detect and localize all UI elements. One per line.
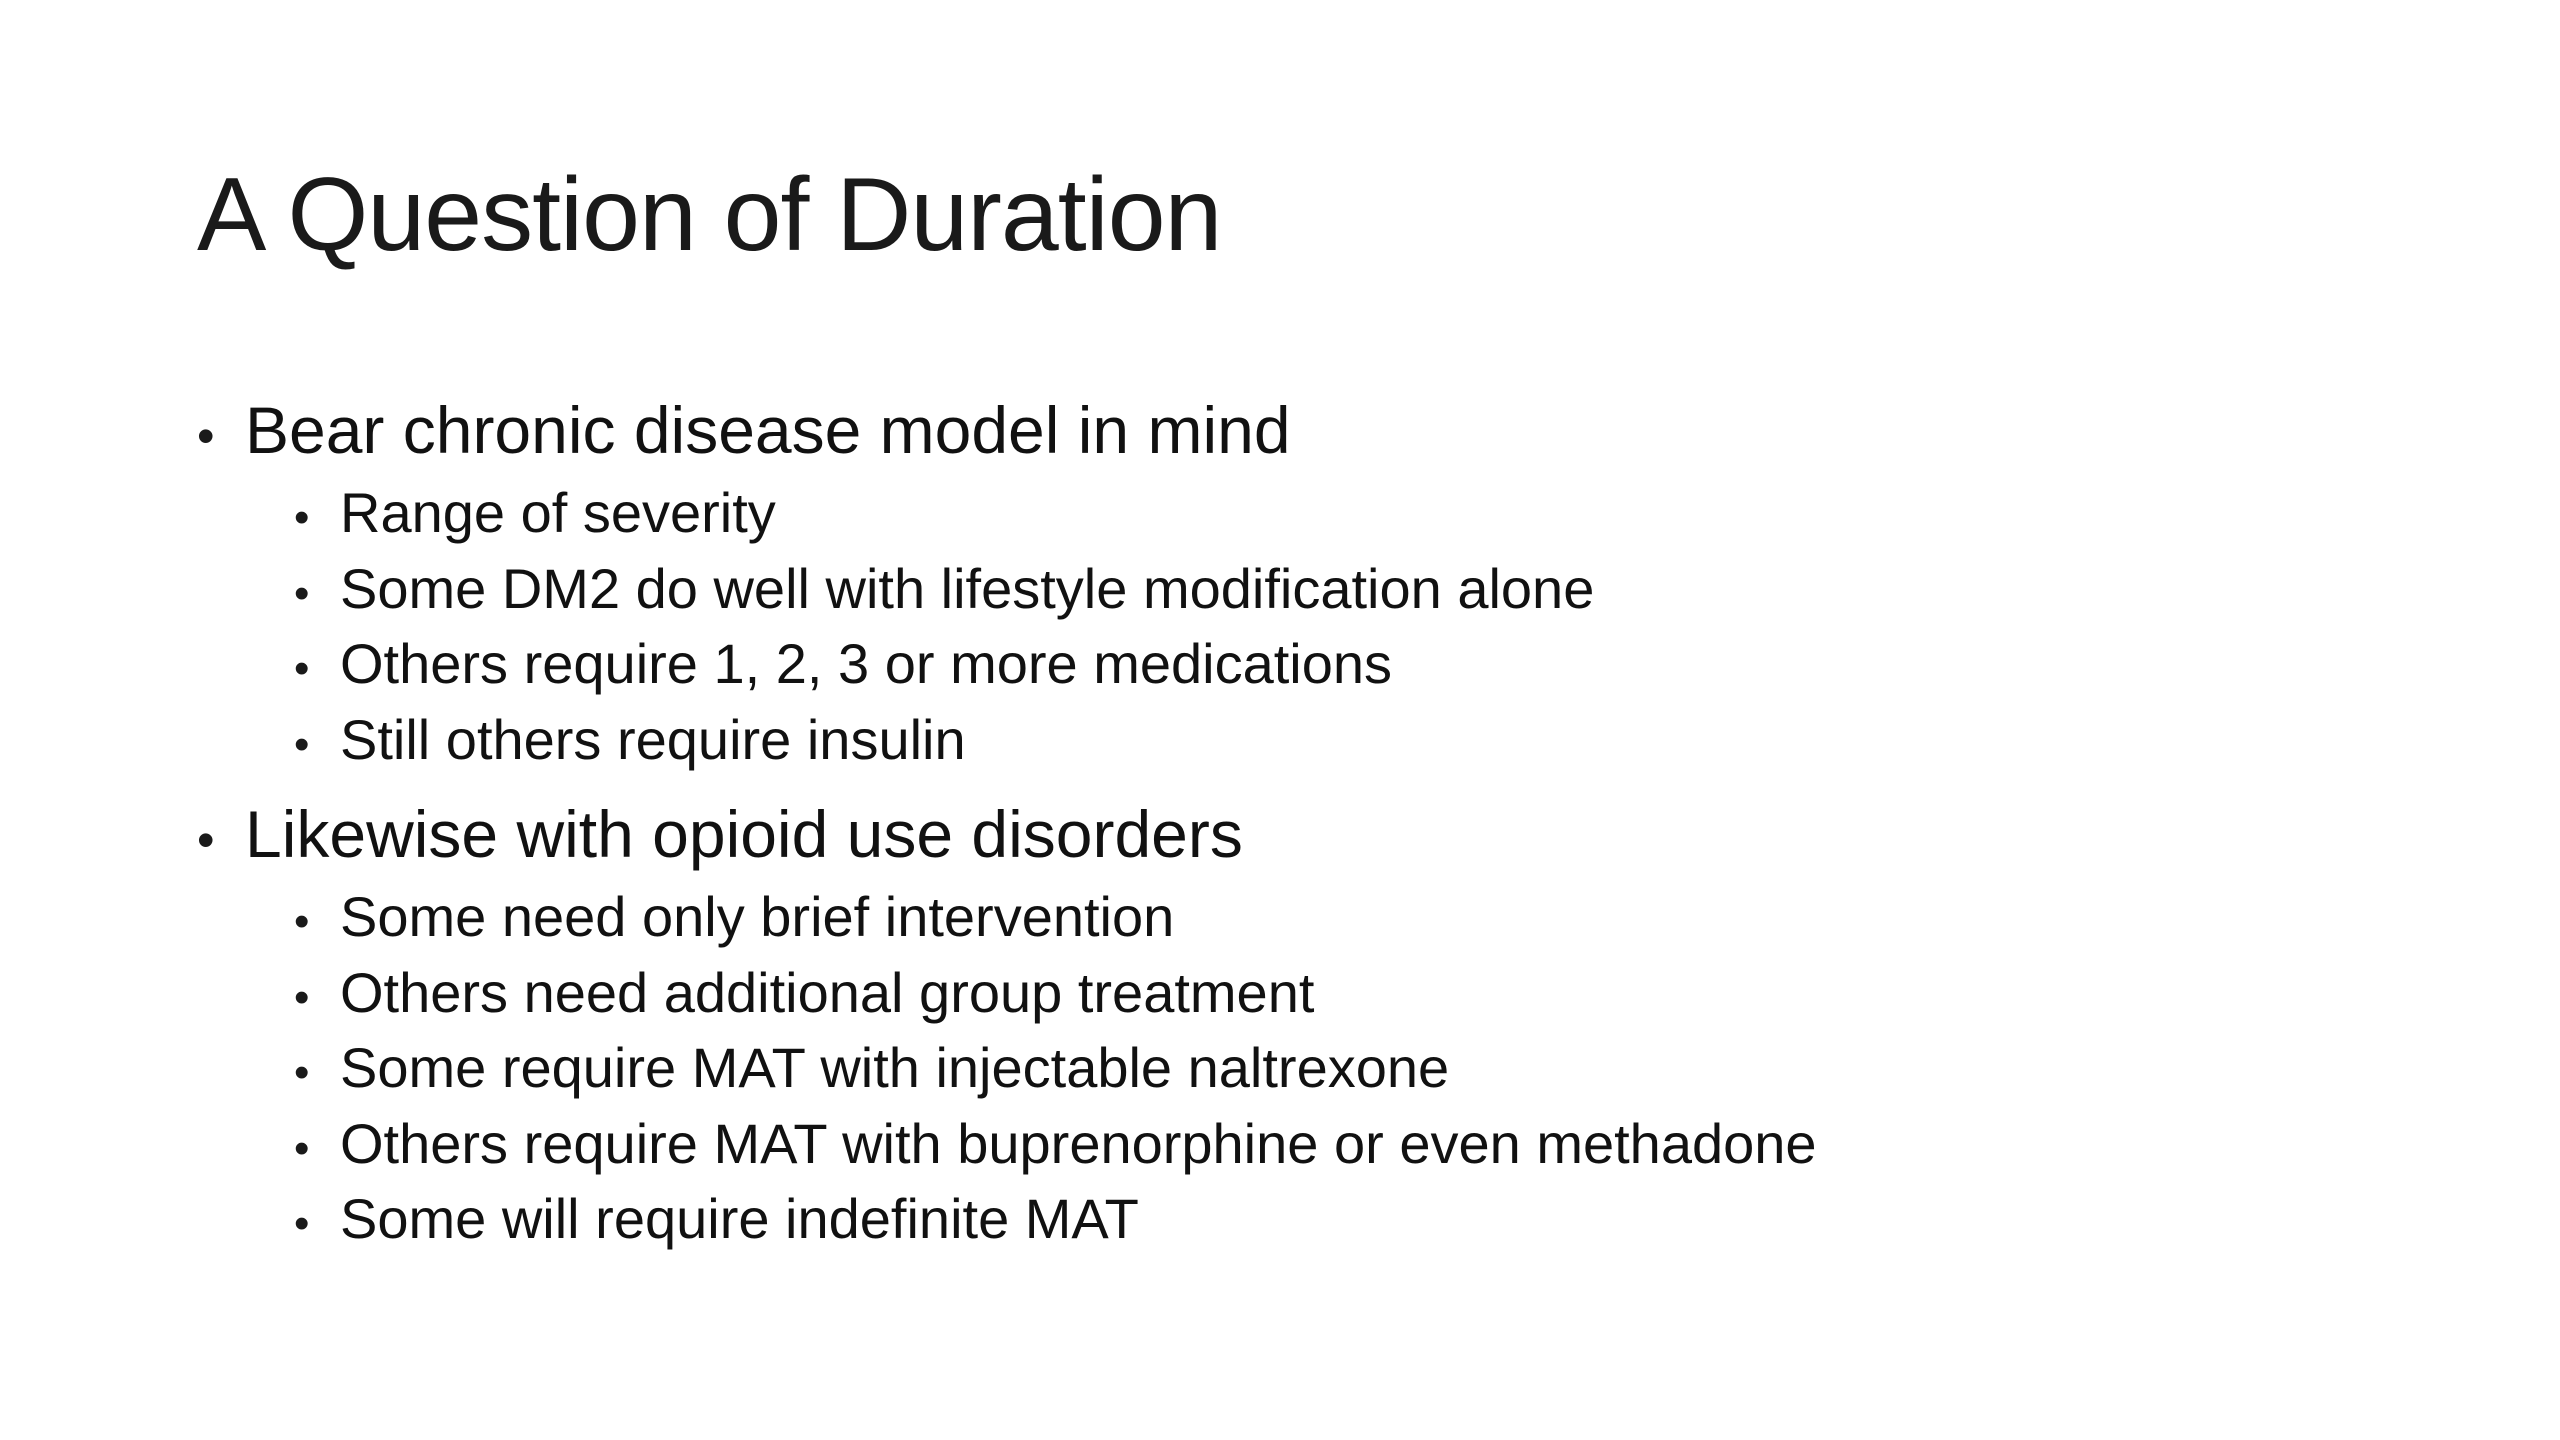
bullet-dot-icon: • (294, 568, 310, 618)
sub-bullet-item (294, 702, 2397, 778)
bullet-dot-icon: • (294, 493, 310, 542)
sub-bullet-list (197, 879, 2397, 1257)
sub-bullet-item (294, 475, 2397, 551)
sub-bullet-text: Range of severity (340, 481, 776, 544)
bullet-list (197, 385, 2397, 1257)
slide-title: A Question of Duration (197, 157, 1222, 273)
sub-bullet-text: Others require MAT with buprenorphine or even methadone (340, 1111, 1817, 1175)
sub-bullet-item (294, 1030, 2397, 1106)
sub-bullet-text: Some require MAT with injectable naltrexone (340, 1036, 1450, 1099)
bullet-text: Bear chronic disease model in mind (245, 393, 1291, 467)
bullet-text: Likewise with opioid use disorders (245, 797, 1243, 871)
sub-bullet-item (294, 626, 2397, 702)
sub-bullet-text: Still others require insulin (340, 707, 966, 771)
slide-body (197, 385, 2397, 1269)
bullet-dot-icon: • (294, 719, 310, 769)
bullet-item (197, 385, 2397, 475)
bullet-dot-icon: • (294, 644, 310, 693)
bullet-item (197, 789, 2397, 879)
sub-bullet-item (294, 1181, 2397, 1257)
sub-bullet-text: Some will require indefinite MAT (340, 1187, 1139, 1250)
sub-bullet-text: Others need additional group treatment (340, 960, 1315, 1024)
bullet-dot-icon: • (197, 812, 215, 868)
bullet-section-1 (197, 385, 2397, 777)
sub-bullet-item (294, 879, 2397, 955)
sub-bullet-item (294, 551, 2397, 627)
sub-bullet-item (294, 1106, 2397, 1182)
bullet-section-2 (197, 789, 2397, 1257)
bullet-dot-icon: • (197, 408, 215, 464)
bullet-dot-icon: • (294, 972, 310, 1022)
sub-bullet-list (197, 475, 2397, 777)
bullet-dot-icon: • (294, 1123, 310, 1173)
bullet-dot-icon: • (294, 1199, 310, 1248)
sub-bullet-item (294, 955, 2397, 1031)
bullet-dot-icon: • (294, 1048, 310, 1097)
sub-bullet-text: Some need only brief intervention (340, 885, 1175, 948)
bullet-dot-icon: • (294, 897, 310, 946)
sub-bullet-text: Others require 1, 2, 3 or more medications (340, 632, 1393, 695)
sub-bullet-text: Some DM2 do well with lifestyle modification alone (340, 556, 1595, 620)
